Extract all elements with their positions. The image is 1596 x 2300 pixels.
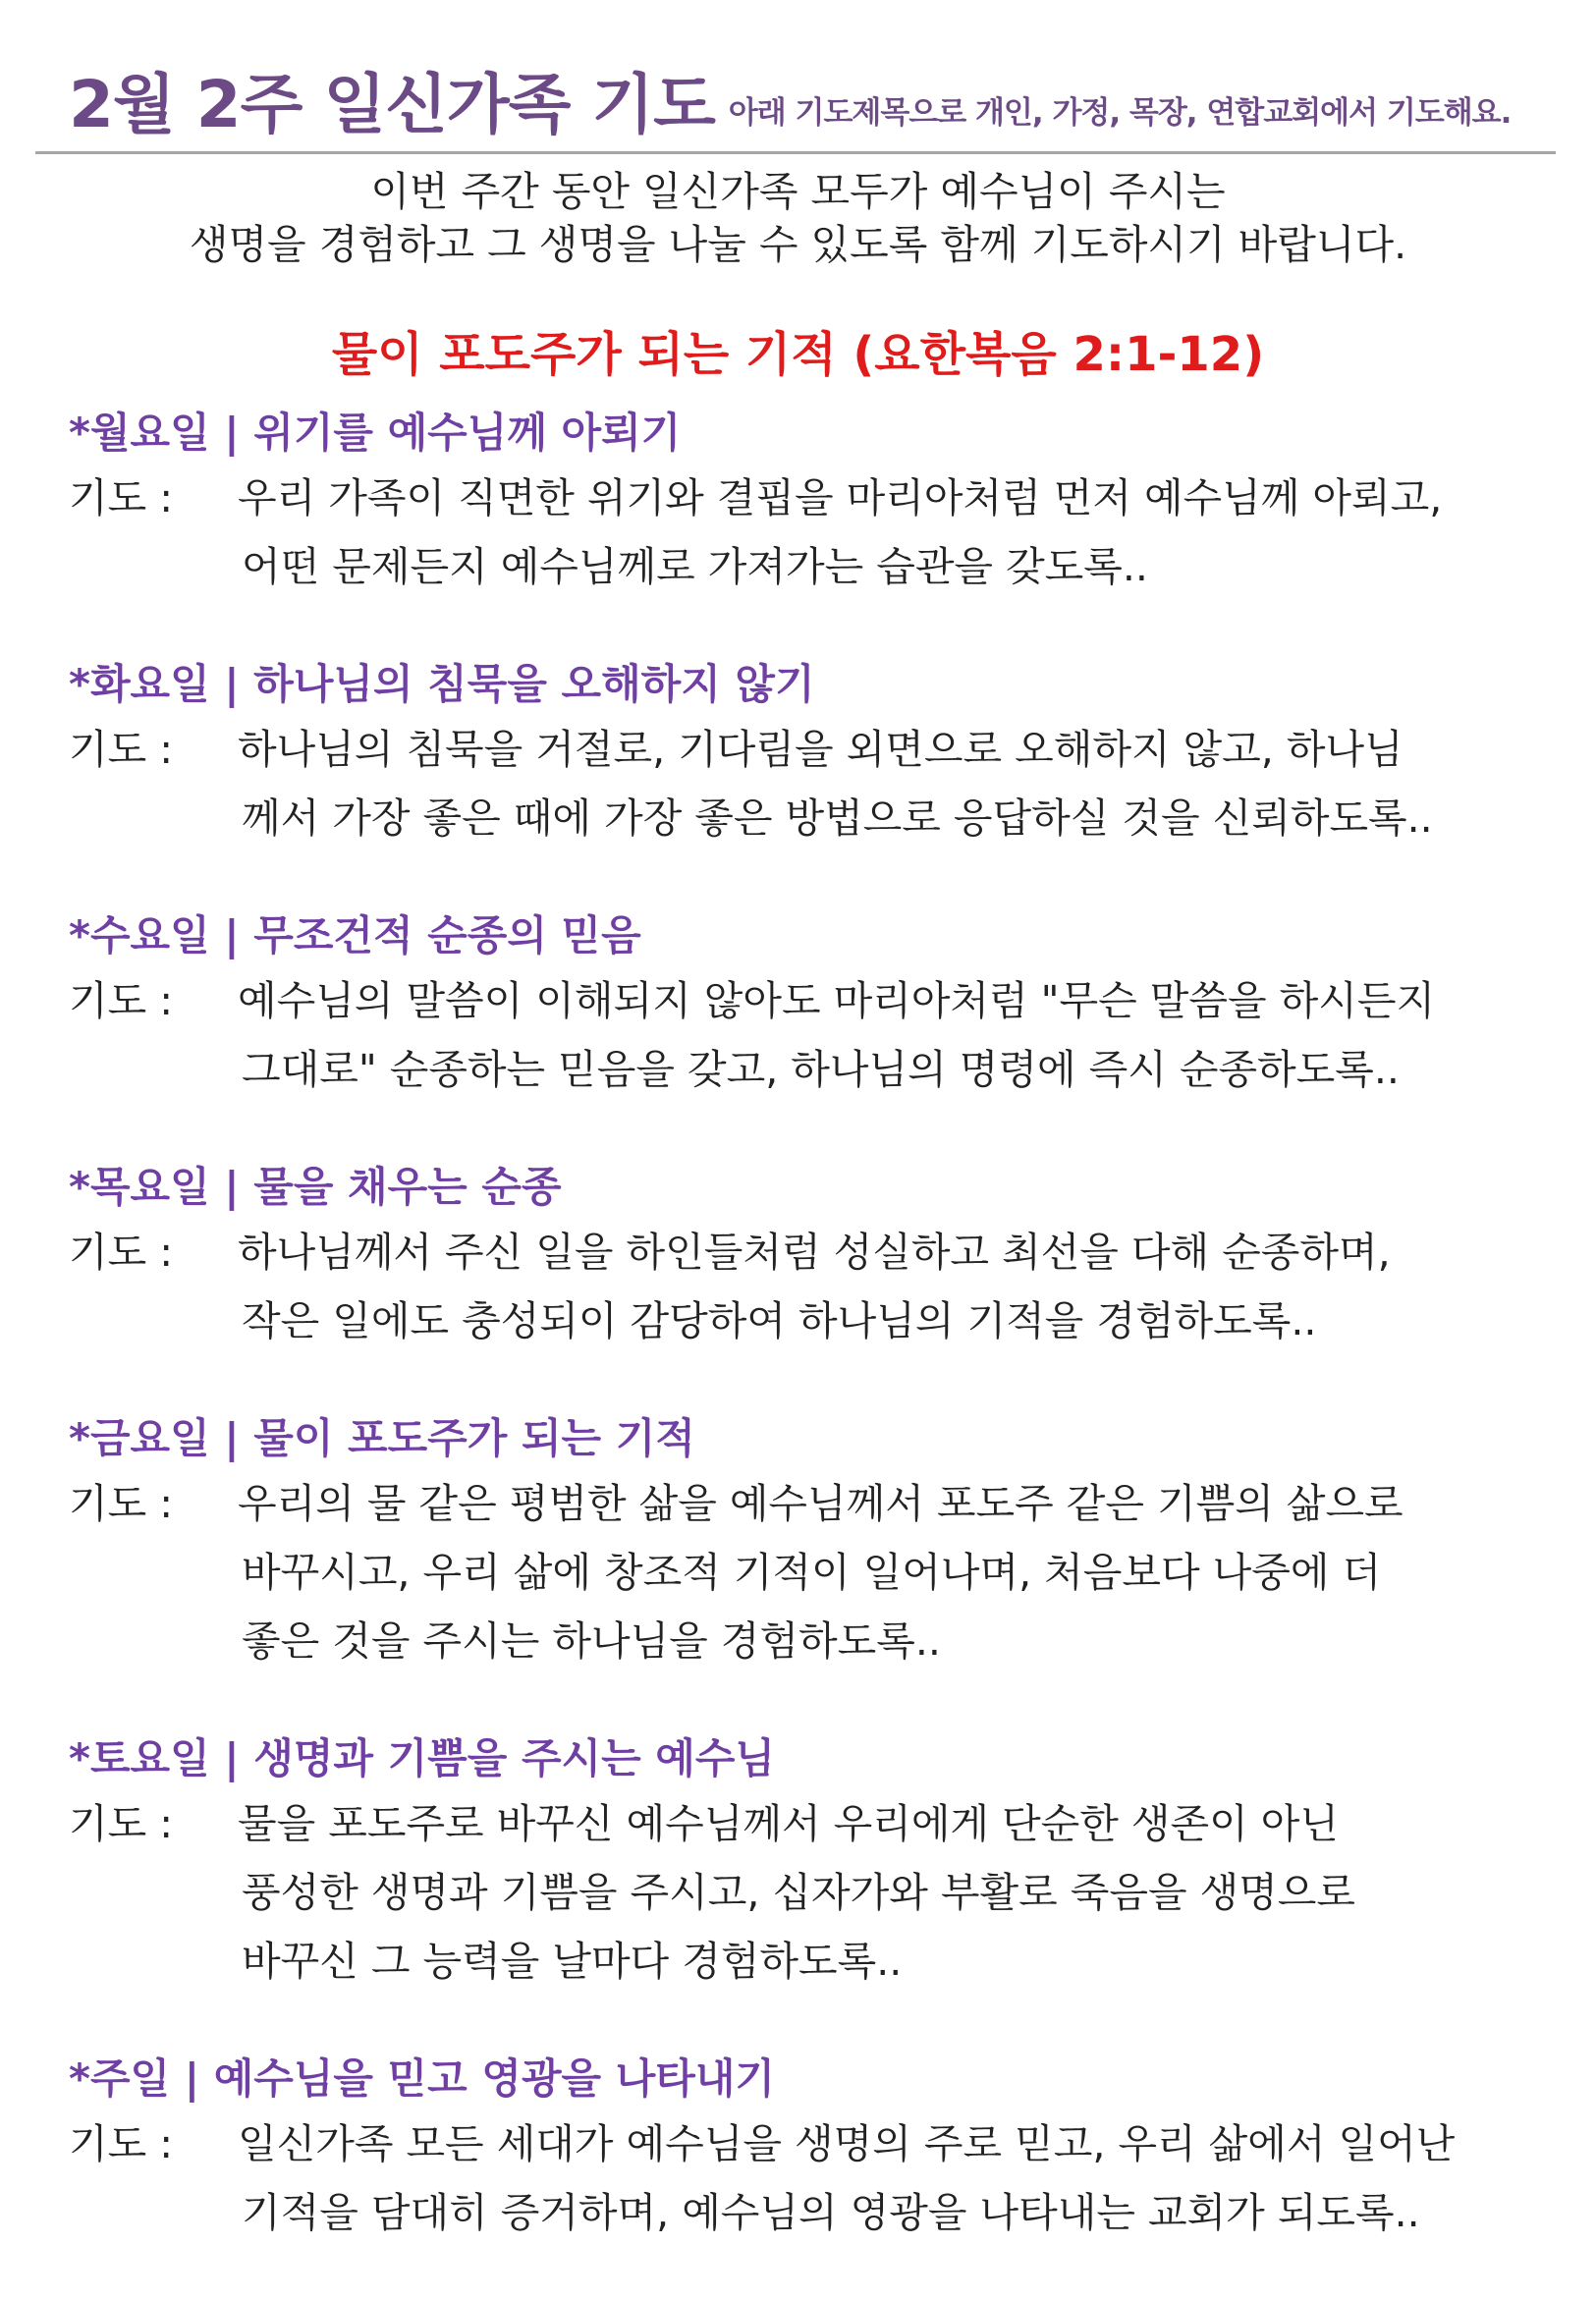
prayer-label: 기도 : — [69, 1800, 174, 1847]
prayer-text — [238, 966, 1562, 1104]
prayer-label: 기도 : — [69, 977, 174, 1024]
prayer-line: 기적을 담대히 증거하며, 예수님의 영광을 나타내는 교회가 되도록.. — [242, 2189, 1420, 2236]
day-section — [69, 1157, 1562, 1355]
prayer-text — [238, 2109, 1562, 2247]
prayer-label: 기도 : — [69, 474, 174, 521]
day-title: *화요일 | 하나님의 침묵을 오해하지 않기 — [69, 660, 815, 708]
prayer-line: 물을 포도주로 바꾸신 예수님께서 우리에게 단순한 생존이 아닌 — [238, 1800, 1339, 1847]
prayer-line: 우리 가족이 직면한 위기와 결핍을 마리아처럼 먼저 예수님께 아뢰고, — [238, 474, 1443, 521]
prayer-line: 바꾸시고, 우리 삶에 창조적 기적이 일어나며, 처음보다 나중에 더 — [242, 1549, 1382, 1596]
prayer-line: 어떤 문제든지 예수님께로 가져가는 습관을 갖도록.. — [242, 543, 1148, 590]
prayer-label: 기도 : — [69, 2120, 174, 2167]
day-section — [69, 1728, 1562, 1996]
page-header — [69, 39, 1562, 142]
prayer-block — [69, 715, 1562, 852]
day-section — [69, 403, 1562, 601]
daily-prayer-list — [69, 403, 1562, 2300]
prayer-label: 기도 : — [69, 1480, 174, 1527]
intro-text — [0, 165, 1596, 271]
prayer-line: 예수님의 말씀이 이해되지 않아도 마리아처럼 "무슨 말씀을 하시든지 — [238, 977, 1436, 1024]
page-title: 2월 2주 일신가족 기도 — [69, 67, 715, 142]
prayer-label: 기도 : — [69, 1229, 174, 1276]
intro-line: 생명을 경험하고 그 생명을 나눌 수 있도록 함께 기도하시기 바랍니다. — [189, 221, 1407, 268]
day-section — [69, 905, 1562, 1104]
prayer-block — [69, 464, 1562, 601]
prayer-text — [238, 715, 1562, 852]
prayer-text — [238, 464, 1562, 601]
prayer-line: 우리의 물 같은 평범한 삶을 예수님께서 포도주 같은 기쁨의 삶으로 — [238, 1480, 1403, 1527]
intro-line: 이번 주간 동안 일신가족 모두가 예수님이 주시는 — [370, 168, 1226, 215]
prayer-line: 일신가족 모든 세대가 예수님을 생명의 주로 믿고, 우리 삶에서 일어난 — [238, 2120, 1456, 2167]
prayer-line: 작은 일에도 충성되이 감당하여 하나님의 기적을 경험하도록.. — [242, 1297, 1317, 1344]
day-title: *토요일 | 생명과 기쁨을 주시는 예수님 — [69, 1734, 775, 1782]
prayer-line: 좋은 것을 주시는 하나님을 경험하도록.. — [242, 1617, 941, 1665]
day-title: *주일 | 예수님을 믿고 영광을 나타내기 — [69, 2054, 775, 2103]
day-section — [69, 654, 1562, 852]
prayer-label: 기도 : — [69, 726, 174, 773]
prayer-block — [69, 2109, 1562, 2247]
prayer-line: 께서 가장 좋은 때에 가장 좋은 방법으로 응답하실 것을 신뢰하도록.. — [242, 794, 1433, 842]
page-subtitle: 아래 기도제목으로 개인, 가정, 목장, 연합교회에서 기도해요. — [728, 95, 1512, 131]
prayer-line: 하나님의 침묵을 거절로, 기다림을 외면으로 오해하지 않고, 하나님 — [238, 726, 1403, 773]
day-title: *금요일 | 물이 포도주가 되는 기적 — [69, 1414, 695, 1462]
prayer-line: 그대로" 순종하는 믿음을 갖고, 하나님의 명령에 즉시 순종하도록.. — [242, 1046, 1400, 1093]
prayer-block — [69, 1469, 1562, 1675]
day-title: *수요일 | 무조건적 순종의 믿음 — [69, 911, 641, 959]
day-section — [69, 1408, 1562, 1675]
day-section — [69, 2049, 1562, 2247]
header-divider — [35, 151, 1556, 154]
prayer-text — [238, 1469, 1562, 1675]
prayer-text — [238, 1218, 1562, 1355]
sermon-theme: 물이 포도주가 되는 기적 (요한복음 2:1-12) — [331, 327, 1265, 382]
day-title: *월요일 | 위기를 예수님께 아뢰기 — [69, 409, 682, 457]
day-title: *목요일 | 물을 채우는 순종 — [69, 1163, 562, 1211]
prayer-block — [69, 1218, 1562, 1355]
prayer-block — [69, 966, 1562, 1104]
prayer-line: 바꾸신 그 능력을 날마다 경험하도록.. — [242, 1938, 903, 1985]
prayer-line: 풍성한 생명과 기쁨을 주시고, 십자가와 부활로 죽음을 생명으로 — [242, 1869, 1356, 1916]
prayer-block — [69, 1789, 1562, 1996]
prayer-text — [238, 1789, 1562, 1996]
prayer-line: 하나님께서 주신 일을 하인들처럼 성실하고 최선을 다해 순종하며, — [238, 1229, 1391, 1276]
